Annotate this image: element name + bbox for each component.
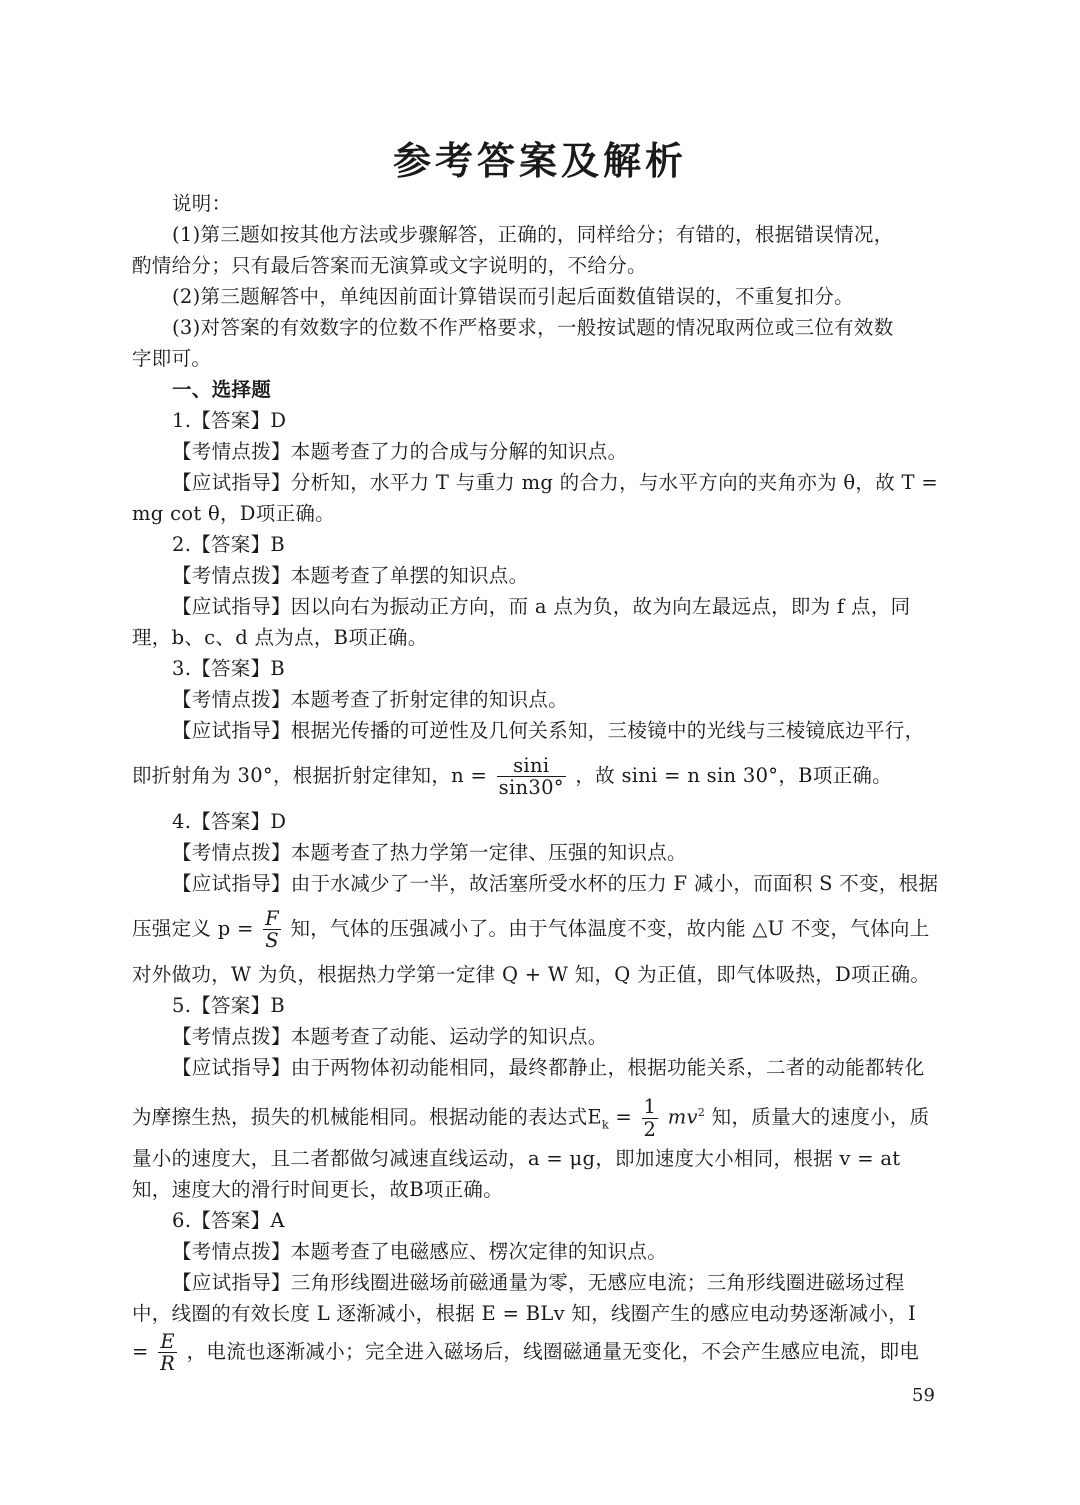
q2-topic: 【考情点拨】本题考查了单摆的知识点。 [172,564,529,587]
note-item-3: (3)对答案的有效数字的位数不作严格要求，一般按试题的情况取两位或三位有效数 [172,316,894,339]
square-superscript: 2 [697,1106,706,1119]
q2-guide-cont: 理，b、c、d 点为点，B项正确。 [132,626,428,649]
answer-body [132,188,950,1375]
note-item-1: (1)第三题如按其他方法或步骤解答，正确的，同样给分；有错的，根据错误情况， [172,223,894,246]
fraction-denominator: sin30° [498,776,564,799]
q6-topic: 【考情点拨】本题考查了电磁感应、楞次定律的知识点。 [172,1240,668,1263]
q4-guide-cont [132,899,950,959]
q3-guide: 【应试指导】根据光传播的可逆性及几何关系知，三棱镜中的光线与三棱镜底边平行， [172,719,925,742]
note-item-1-cont: 酌情给分；只有最后答案而无演算或文字说明的，不给分。 [132,254,647,277]
q1-guide: 【应试指导】分析知，水平力 T 与重力 mg 的合力，与水平方向的夹角亦为 θ，故 T = [172,471,938,494]
note-heading: 说明： [172,192,232,215]
q6-text-after: ，电流也逐渐减小；完全进入磁场后，线圈磁通量无变化，不会产生感应电流，即电 [186,1340,920,1363]
page-number: 59 [912,1385,935,1406]
fraction-denominator: R [160,1352,176,1375]
q5-answer: 5.【答案】B [172,994,286,1017]
q5-guide-cont-2: 量小的速度大，且二者都做匀减速直线运动，a = μg，即加速度大小相同，根据 v = at [132,1147,901,1170]
q1-guide-cont: mg cot θ，D项正确。 [132,502,335,525]
q6-guide-cont-2 [132,1329,950,1375]
q5-text-after: 知，质量大的速度小，质 [705,1105,930,1129]
fraction-numerator: F [265,906,279,930]
q4-guide: 【应试指导】由于水减少了一半，故活塞所受水杯的压力 F 减小，而面积 S 不变，根据 [172,872,939,895]
note-item-3-cont: 字即可。 [132,347,212,370]
q4-guide-cont-2: 对外做功，W 为负，根据热力学第一定律 Q + W 知，Q 为正值，即气体吸热，D项正确。 [132,963,931,986]
note-item-2: (2)第三题解答中，单纯因前面计算错误而引起后面数值错误的，不重复扣分。 [172,285,854,308]
kinetic-subscript: k [601,1118,609,1132]
q4-text-before: 压强定义 p = [132,917,254,940]
q6-answer: 6.【答案】A [172,1209,285,1232]
q3-guide-cont [132,746,950,806]
q6-guide-cont: 中，线圈的有效长度 L 逐渐减小，根据 E = BLv 知，线圈产生的感应电动势逐渐减小，I [132,1302,917,1325]
q3-text-after: ，故 sini = n sin 30°，B项正确。 [575,764,892,787]
q3-answer: 3.【答案】B [172,657,286,680]
q5-guide: 【应试指导】由于两物体初动能相同，最终都静止，根据功能关系，二者的动能都转化 [172,1056,925,1079]
pressure-fraction [263,908,281,952]
q6-text-before: = [132,1340,149,1363]
equals-sign: = [608,1105,633,1129]
section-heading: 一、选择题 [172,378,272,401]
q4-text-after: 知，气体的压强减小了。由于气体温度不变，故内能 △U 不变，气体向上 [290,917,930,940]
fraction-denominator: S [265,929,279,952]
q2-guide: 【应试指导】因以向右为振动正方向，而 a 点为负，故为向左最远点，即为 f 点，同 [172,595,911,618]
fraction-numerator: E [158,1331,177,1353]
mv-term: mv [661,1105,698,1129]
q2-answer: 2.【答案】B [172,533,286,556]
q1-topic: 【考情点拨】本题考查了力的合成与分解的知识点。 [172,440,628,463]
q4-answer: 4.【答案】D [172,810,287,833]
q5-guide-cont [132,1083,950,1143]
q6-guide: 【应试指导】三角形线圈进磁场前磁通量为零，无感应电流；三角形线圈进磁场过程 [172,1271,905,1294]
fraction-numerator: sini [497,755,566,777]
q5-text-before: 为摩擦生热，损失的机械能相同。根据动能的表达式E [132,1105,602,1129]
q3-topic: 【考情点拨】本题考查了折射定律的知识点。 [172,688,569,711]
fraction-denominator: 2 [643,1117,657,1141]
q4-topic: 【考情点拨】本题考查了热力学第一定律、压强的知识点。 [172,841,687,864]
q5-guide-cont-3: 知，速度大的滑行时间更长，故B项正确。 [132,1178,504,1201]
refraction-fraction [497,755,566,799]
q3-text-before: 即折射角为 30°，根据折射定律知，n = [132,764,488,787]
current-fraction [158,1331,177,1375]
kinetic-fraction [642,1096,659,1140]
page-title: 参考答案及解析 [392,139,687,183]
q1-answer: 1.【答案】D [172,409,287,432]
q5-topic: 【考情点拨】本题考查了动能、运动学的知识点。 [172,1025,608,1048]
fraction-numerator: 1 [643,1095,657,1119]
